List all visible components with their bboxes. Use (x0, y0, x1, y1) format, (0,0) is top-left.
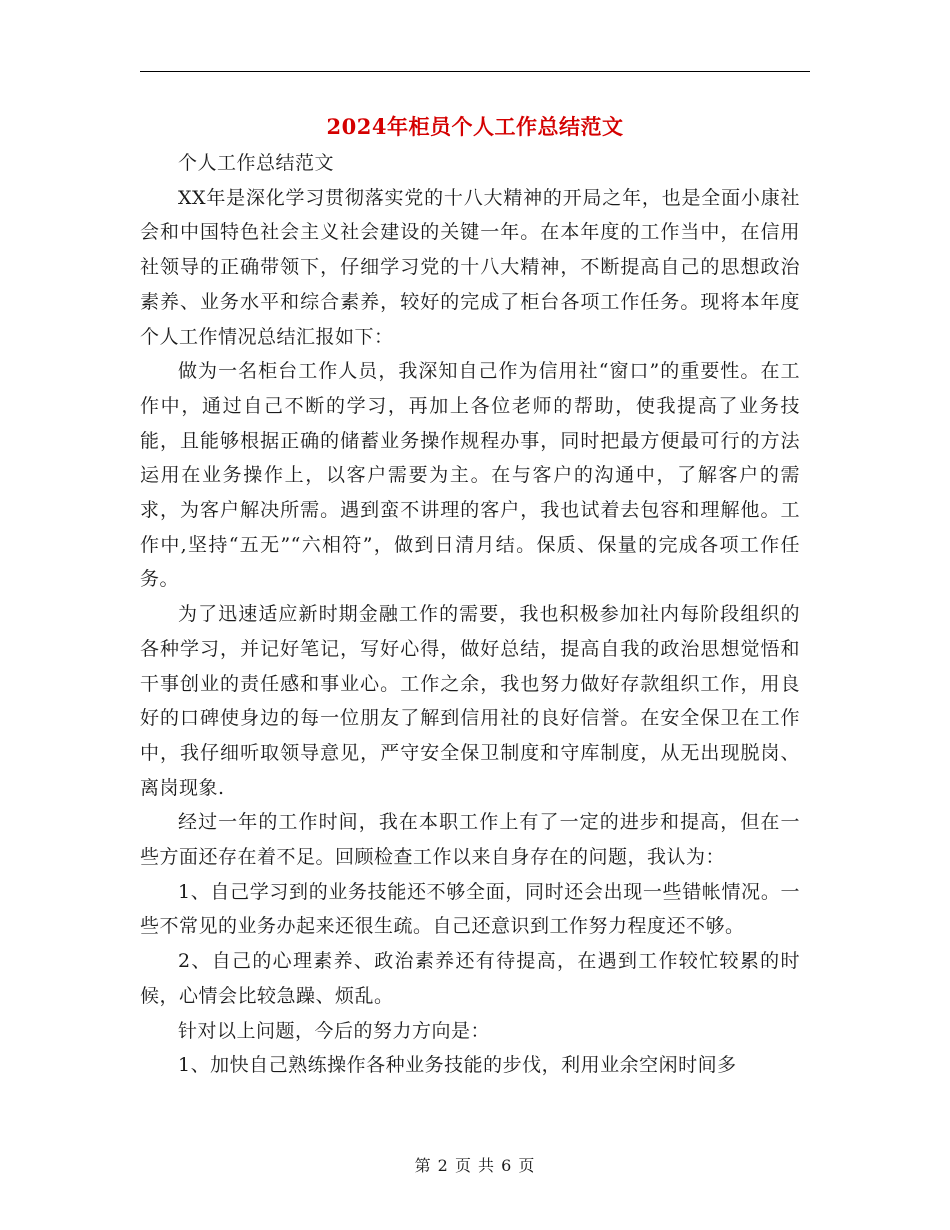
paragraph-direction: 针对以上问题，今后的努力方向是： (178, 1019, 491, 1042)
paragraph-plan-1: 1、加快自己熟练操作各种业务技能的步伐，利用业余空闲时间多 (178, 1054, 737, 1077)
paragraph-work: 做为一名柜台工作人员，我深知自己作为信用社“窗口”的重要性。在工作中，通过自己不断的学习，再加上各位老师的帮助，使我提高了业务技能，且能够根据正确的储蓄业务操作规程办事，同时把最方便最可行的方法运用在业务操作上，以客户需要为主。在与客户的沟通中，了解客户的需求，为客户解决所需。遇到蛮不讲理的客户，我也试着去包容和理解他。工作中,坚持“五无”“六相符”，做到日清月结。保质、保量的完成各项工作任务。 (140, 360, 800, 591)
paragraph-subtitle: 个人工作总结范文 (178, 152, 335, 174)
document-title: 2024年柜员个人工作总结范文 (326, 114, 624, 139)
page-number: 第 2 页 共 6 页 (414, 1156, 536, 1175)
paragraph-study: 为了迅速适应新时期金融工作的需要，我也积极参加社内每阶段组织的各种学习，并记好笔记，写好心得，做好总结，提高自我的政治思想觉悟和干事创业的责任感和事业心。工作之余，我也努力做好存款组织工作，用良好的口碑使身边的每一位朋友了解到信用社的良好信誉。在安全保卫在工作中，我仔细听取领导意见，严守安全保卫制度和守库制度，从无出现脱岗、离岗现象. (140, 603, 800, 799)
header-rule (140, 71, 810, 72)
paragraph-issue-1: 1、自己学习到的业务技能还不够全面，同时还会出现一些错帐情况。一些不常见的业务办起来还很生疏。自己还意识到工作努力程度还不够。 (140, 880, 800, 938)
paragraph-issue-2: 2、自己的心理素养、政治素养还有待提高，在遇到工作较忙较累的时候，心情会比较急躁、烦乱。 (140, 950, 800, 1007)
paragraph-reflection: 经过一年的工作时间，我在本职工作上有了一定的进步和提高，但在一些方面还存在着不足。回顾检查工作以来自身存在的问题，我认为： (140, 811, 800, 869)
paragraph-intro: XX年是深化学习贯彻落实党的十八大精神的开局之年，也是全面小康社会和中国特色社会主义社会建设的关键一年。在本年度的工作当中，在信用社领导的正确带领下，仔细学习党的十八大精神，不断提高自己的思想政治素养、业务水平和综合素养，较好的完成了柜台各项工作任务。现将本年度个人工作情况总结汇报如下： (140, 186, 800, 348)
document-body (140, 146, 800, 1083)
